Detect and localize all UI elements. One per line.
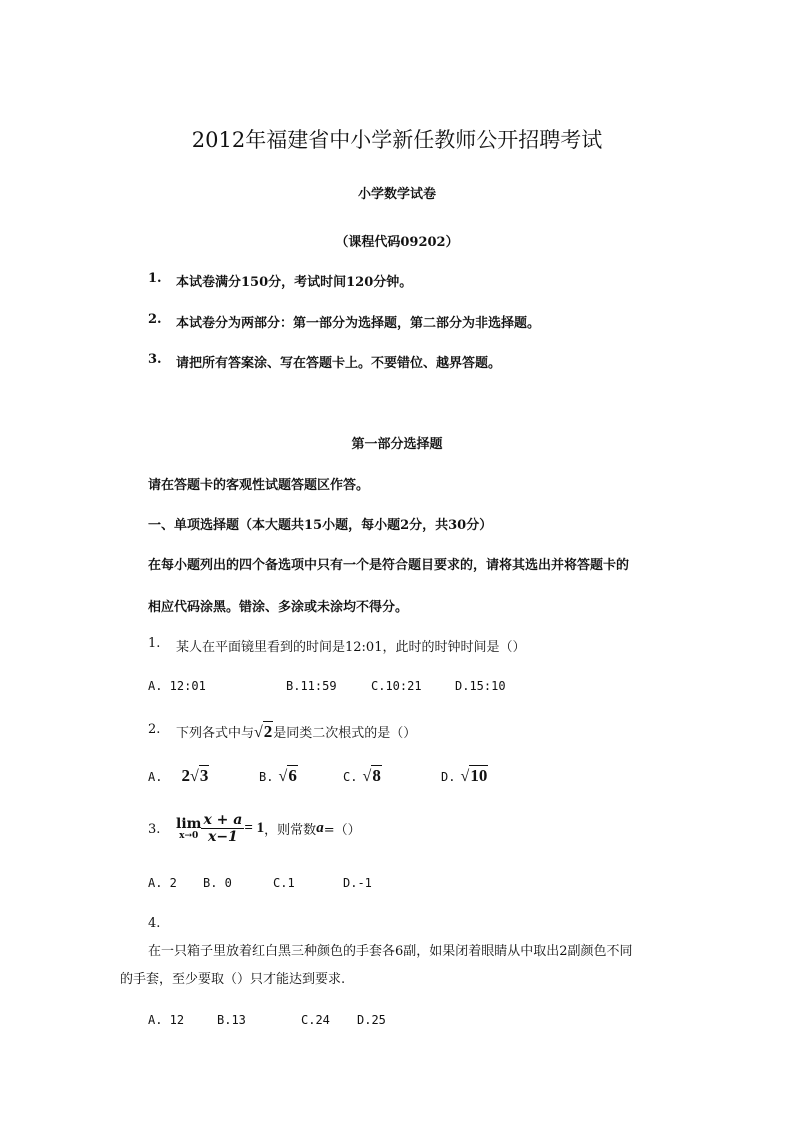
q3-equals: = 1	[244, 820, 265, 836]
q1-num: 1.	[148, 636, 161, 651]
q2-option-b-radicand: 6	[288, 766, 297, 785]
q3-variable: a	[316, 820, 324, 836]
section-desc-line2: 相应代码涂黑。错涂、多涂或未涂均不得分。	[148, 600, 409, 615]
q3-lim-subscript: x→0	[179, 830, 199, 841]
q2-option-b	[259, 766, 298, 786]
exam-subtitle: 小学数学试卷	[357, 187, 436, 202]
section-heading: 一、单项选择题（本大题共15小题，每小题2分，共30分）	[148, 518, 493, 533]
course-code: （课程代码09202）	[335, 235, 459, 250]
q3-option-a: A. 2	[148, 876, 177, 890]
q2-option-a-radicand: 3	[199, 766, 209, 785]
q2-text-after: 是同类二次根式的是（）	[273, 726, 417, 741]
notice-1-num: 1.	[148, 271, 162, 286]
q4-option-c: C.24	[301, 1013, 330, 1027]
q2-radicand: 2	[263, 722, 273, 741]
q2-option-b-sqrt: √6	[278, 766, 297, 785]
q2-option-a-coef: 2	[181, 766, 191, 785]
q2-sqrt-expression: √2	[254, 722, 273, 741]
part1-heading: 第一部分选择题	[351, 437, 443, 452]
q2-num: 2.	[148, 722, 161, 737]
q3-option-b: B. 0	[203, 876, 232, 890]
q3-option-d: D.-1	[343, 876, 372, 890]
q1-option-d: D.15:10	[455, 679, 506, 693]
q2-option-d	[441, 766, 488, 786]
q3-denominator: x−1	[207, 829, 238, 845]
q3-lim-label: lim	[176, 815, 202, 832]
q2-option-c-radicand: 8	[372, 766, 381, 785]
section-desc-line1: 在每小题列出的四个备选项中只有一个是符合题目要求的，请将其选出并将答题卡的	[148, 558, 630, 573]
notice-2-text: 本试卷分为两部分：第一部分为选择题，第二部分为非选择题。	[176, 316, 541, 331]
notice-2-num: 2.	[148, 312, 162, 327]
q3-tail: =（）	[323, 823, 361, 838]
part1-instruction: 请在答题卡的客观性试题答题区作答。	[148, 478, 370, 493]
q2-text-before: 下列各式中与	[176, 726, 255, 741]
q2-option-d-radicand: 10	[470, 766, 488, 785]
q3-stem	[176, 812, 361, 845]
q2-stem	[176, 722, 416, 742]
q4-option-b: B.13	[217, 1013, 246, 1027]
q3-text-after: ，则常数	[264, 823, 317, 838]
q4-option-d: D.25	[357, 1013, 386, 1027]
q4-option-a: A. 12	[148, 1013, 185, 1027]
q2-option-a	[148, 766, 209, 786]
q3-numerator: x + a	[203, 812, 243, 828]
notice-3-num: 3.	[148, 352, 162, 367]
exam-title: 2012年福建省中小学新任教师公开招聘考试	[191, 128, 603, 152]
q3-option-c: C.1	[273, 876, 295, 890]
q2-option-a-sqrt: √3	[190, 766, 209, 785]
q2-option-c	[343, 766, 382, 786]
q1-option-c: C.10:21	[371, 679, 422, 693]
notice-1-text: 本试卷满分150分，考试时间120分钟。	[176, 275, 413, 290]
q2-option-a-label: A.	[148, 770, 163, 784]
q2-option-c-sqrt: √8	[362, 766, 381, 785]
q2-option-b-label: B.	[259, 770, 274, 784]
q3-num: 3.	[148, 822, 161, 837]
q1-text: 某人在平面镜里看到的时间是12:01，此时的时钟时间是（）	[176, 640, 526, 655]
q3-fraction	[201, 812, 244, 845]
q1-option-a: A. 12:01	[148, 679, 206, 693]
notice-3-text: 请把所有答案涂、写在答题卡上。不要错位、越界答题。	[176, 356, 502, 371]
q2-option-d-label: D.	[441, 770, 456, 784]
q2-option-d-sqrt: √10	[460, 766, 488, 785]
q1-option-b: B.11:59	[286, 679, 337, 693]
q4-line1: 在一只箱子里放着红白黑三种颜色的手套各6副，如果闭着眼睛从中取出2副颜色不同	[148, 944, 633, 959]
q2-option-c-label: C.	[343, 770, 358, 784]
q4-line2: 的手套，至少要取（）只才能达到要求.	[120, 972, 346, 987]
q4-num: 4.	[148, 916, 161, 931]
q3-limit	[176, 817, 201, 841]
